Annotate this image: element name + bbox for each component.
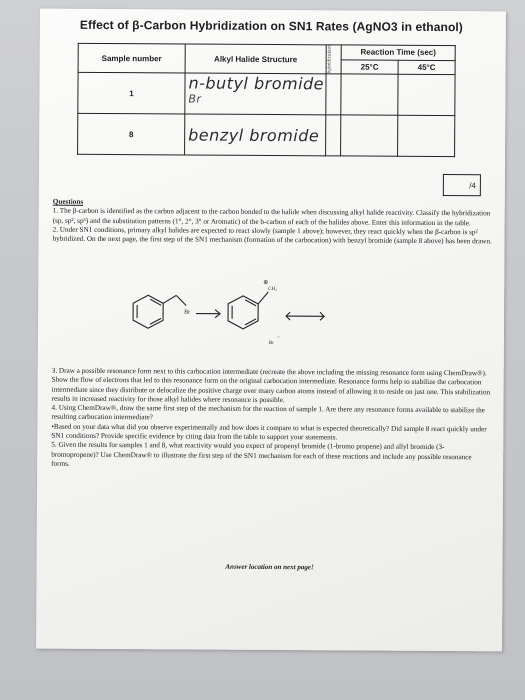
header-sample-number: Sample number: [78, 43, 185, 73]
bromine-label: Br: [184, 309, 191, 316]
bromide-charge-label: −: [276, 335, 281, 342]
table-header-row: [78, 43, 455, 60]
header-temp-45: 45°C: [398, 60, 455, 75]
worksheet-page: [36, 9, 506, 652]
questions-block-1: [53, 198, 493, 247]
structure-cell: [185, 73, 326, 115]
score-box: /4: [443, 174, 481, 196]
ch2-label: CH₂: [268, 286, 277, 293]
hybridization-rotated-label: hybridization: [326, 45, 333, 74]
question-1: 1. The β-carbon is identified as the carbon adjacent to the carbon bonded to the halide when discussing alkyl halide reactivity. Classify the hybridization (sp, sp², sp³) and the substitution patterns (1°, 2°, 3° or Aromatic) of the b-carbon of each of the halides above. Enter this information in the table.: [52, 206, 491, 227]
hybridization-cell: [326, 115, 341, 156]
bromide-ion-label: Br: [268, 340, 274, 347]
question-2: 2. Under SN1 conditions, primary alkyl halides are expected to react slowly (sample 1 above); however, they react quickly when the β-carbon is sp² hybridized. On the next page, the first step of the SN1 mechanism (formation of the carbocation) with benzyl bromide (sample 8 above) has been drawn.: [52, 225, 492, 246]
resonance-arrow: [286, 312, 324, 320]
results-table: [77, 43, 456, 157]
question-3: 3. Draw a possible resonance form next to this carbocation intermediate (recreate the above including the missing resonance form using ChemDraw®). Show the flow of electrons that led to this resonance form on the original carbocation intermediate. Resonance forms help to stabilize the carbocation intermediate since they distribute or delocalize the positive charge over many carbon atoms instead of allowing it to reside on just one. This stabilization results in increased reactivity for those alkyl halides where resonance is possible.: [51, 366, 491, 404]
question-4: 4. Using ChemDraw®, draw the same first step of the mechanism for the reaction of sample 1. Are there any resonance forms available to stabilize the resulting carbocation intermediate?: [51, 403, 485, 422]
header-hybridization: [326, 45, 341, 74]
table-row: [78, 72, 455, 115]
header-reaction-time: Reaction Time (sec): [341, 45, 455, 60]
answer-location-note: Answer location on next page!: [225, 562, 314, 572]
benzyl-bromide-structure: [133, 295, 186, 328]
hybridization-cell: [326, 74, 341, 115]
question-4-followup: •Based on your data what did you observe experimentally and how does it compare to what is expected theoretically? Did sample 8 react quickly under SN1 conditions? Provide specific evidence by citing data from the table to support your statements.: [51, 422, 487, 442]
carbocation-structure: [228, 292, 268, 329]
header-alkyl-halide-structure: Alkyl Halide Structure: [185, 44, 326, 74]
reaction-arrow: [196, 310, 220, 318]
structure-cell: [185, 114, 326, 156]
benzyl-mechanism-diagram: [128, 275, 328, 350]
table-row: [78, 113, 455, 156]
page-title: Effect of β-Carbon Hybridization on SN1 Rates (AgNO3 in ethanol): [79, 17, 463, 35]
questions-block-2: [51, 367, 492, 472]
header-temp-25: 25°C: [341, 59, 398, 74]
time-45-cell: [398, 74, 455, 115]
time-25-cell: [341, 115, 398, 156]
time-25-cell: [341, 74, 398, 115]
time-45-cell: [398, 115, 455, 156]
questions-heading: Questions: [52, 197, 84, 206]
sample-number-cell: 1: [78, 72, 185, 114]
question-5: 5. Given the results for samples 1 and 8, what reactivity would you expect of propenyl bromide (1-bromo propene) and allyl bromide (3-bromopropene)? Use ChemDraw® to illustrate the first step of the SN1 mechanism for each of these reactions and include any possible resonance forms.: [51, 441, 472, 468]
positive-charge-label: ⊕: [263, 278, 269, 286]
handwritten-structure: n-butyl bromide: [188, 73, 325, 94]
sample-number-cell: 8: [78, 113, 185, 155]
handwritten-scribble: Br: [188, 92, 202, 106]
handwritten-structure: benzyl bromide: [188, 125, 320, 145]
